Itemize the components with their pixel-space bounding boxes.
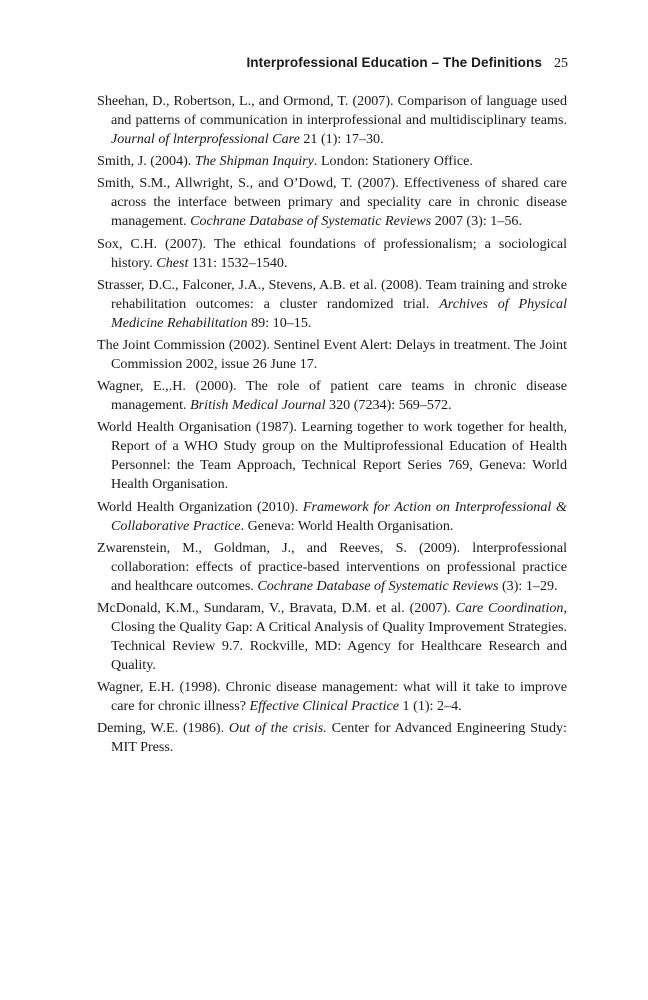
reference-entry: [97, 498, 567, 536]
reference-entry: [97, 152, 567, 171]
reference-source-italic: Archives of Physical Medicine Rehabilitation: [111, 295, 567, 331]
reference-entry: [97, 377, 567, 415]
reference-entry: [97, 235, 567, 273]
reference-entry: [97, 336, 567, 374]
reference-text: Wagner, E.H. (1998). Chronic disease management: what will it take to improve care for chronic illness?: [97, 679, 567, 715]
reference-text-tail: . London: Stationery Office.: [313, 153, 473, 170]
reference-text-tail: 131: 1532–1540.: [188, 254, 288, 271]
reference-source-italic: Framework for Action on Interprofessional & Collaborative Practice: [111, 498, 568, 534]
page-number: 25: [554, 56, 568, 71]
reference-text: Zwarenstein, M., Goldman, J., and Reeves, S. (2009). lnterprofessional collaboration: effects of practice-based interventions on professional practice and healthcare outcomes.: [97, 539, 567, 594]
reference-text: Deming, W.E. (1986).: [97, 720, 229, 737]
reference-text: Sox, C.H. (2007). The ethical foundations of professionalism; a sociological history.: [97, 235, 567, 271]
reference-text: World Health Organization (2010).: [97, 498, 303, 515]
reference-entry: [97, 599, 567, 675]
reference-entry: [97, 418, 567, 494]
reference-entry: [97, 539, 567, 596]
reference-text: The Joint Commission (2002). Sentinel Event Alert: Delays in treatment. The Joint Commission 2002, issue 26 June 17.: [97, 336, 567, 372]
reference-source-italic: Care Coordination: [455, 599, 564, 616]
reference-entry: [97, 276, 567, 333]
reference-list: [97, 92, 567, 760]
running-header: [246, 54, 568, 73]
reference-text-tail: 320 (7234): 569–572.: [325, 397, 452, 414]
reference-text-tail: Center for Advanced Engineering Study: MIT Press.: [111, 720, 567, 756]
reference-source-italic: Cochrane Database of Systematic Reviews: [190, 213, 432, 230]
reference-entry: [97, 719, 567, 757]
reference-text-tail: , Closing the Quality Gap: A Critical Analysis of Quality Improvement Strategies. Technical Review 9.7. Rockville, MD: Agency for Healthcare Research and Quality.: [111, 599, 568, 673]
reference-source-italic: Out of the crisis.: [228, 720, 327, 737]
reference-text-tail: 21 (1): 17–30.: [299, 131, 384, 147]
reference-source-italic: British Medical Journal: [190, 397, 326, 414]
reference-text-tail: (3): 1–29.: [498, 577, 558, 594]
reference-text: World Health Organisation (1987). Learning together to work together for health, Report of a WHO Study group on the Multiprofessional Education of Health Personnel: the Team Approach, Technical Report Series 769, Geneva: World Health Organisation.: [97, 419, 567, 493]
reference-text: Sheehan, D., Robertson, L., and Ormond, T. (2007). Comparison of language used and patterns of communication in interprofessional and multidisciplinary teams.: [97, 93, 567, 128]
reference-source-italic: The Shipman Inquiry: [194, 153, 314, 170]
reference-text-tail: 2007 (3): 1–56.: [431, 213, 522, 230]
reference-entry: [97, 678, 567, 716]
reference-source-italic: Effective Clinical Practice: [249, 698, 400, 715]
reference-text: Strasser, D.C., Falconer, J.A., Stevens, A.B. et al. (2008). Team training and stroke rehabilitation outcomes: a cluster randomized trial.: [97, 276, 567, 312]
reference-text: Wagner, E.,.H. (2000). The role of patient care teams in chronic disease management.: [97, 378, 567, 414]
running-header-title: Interprofessional Education – The Definitions: [246, 55, 542, 70]
reference-entry: [97, 174, 567, 231]
reference-text: Smith, J. (2004).: [97, 153, 195, 170]
reference-text-tail: . Geneva: World Health Organisation.: [240, 517, 454, 534]
reference-source-italic: Journal of lnterprofessional Care: [111, 131, 300, 147]
reference-text: Smith, S.M., Allwright, S., and O’Dowd, T. (2007). Effectiveness of shared care across the interface between primary and speciality care in chronic disease management.: [97, 175, 567, 230]
reference-source-italic: Cochrane Database of Systematic Reviews: [257, 577, 499, 594]
reference-text-tail: 1 (1): 2–4.: [399, 698, 462, 715]
reference-source-italic: Chest: [156, 254, 189, 271]
reference-entry: [97, 92, 567, 149]
reference-text: McDonald, K.M., Sundaram, V., Bravata, D.M. et al. (2007).: [97, 599, 456, 616]
reference-text-tail: 89: 10–15.: [247, 314, 312, 331]
